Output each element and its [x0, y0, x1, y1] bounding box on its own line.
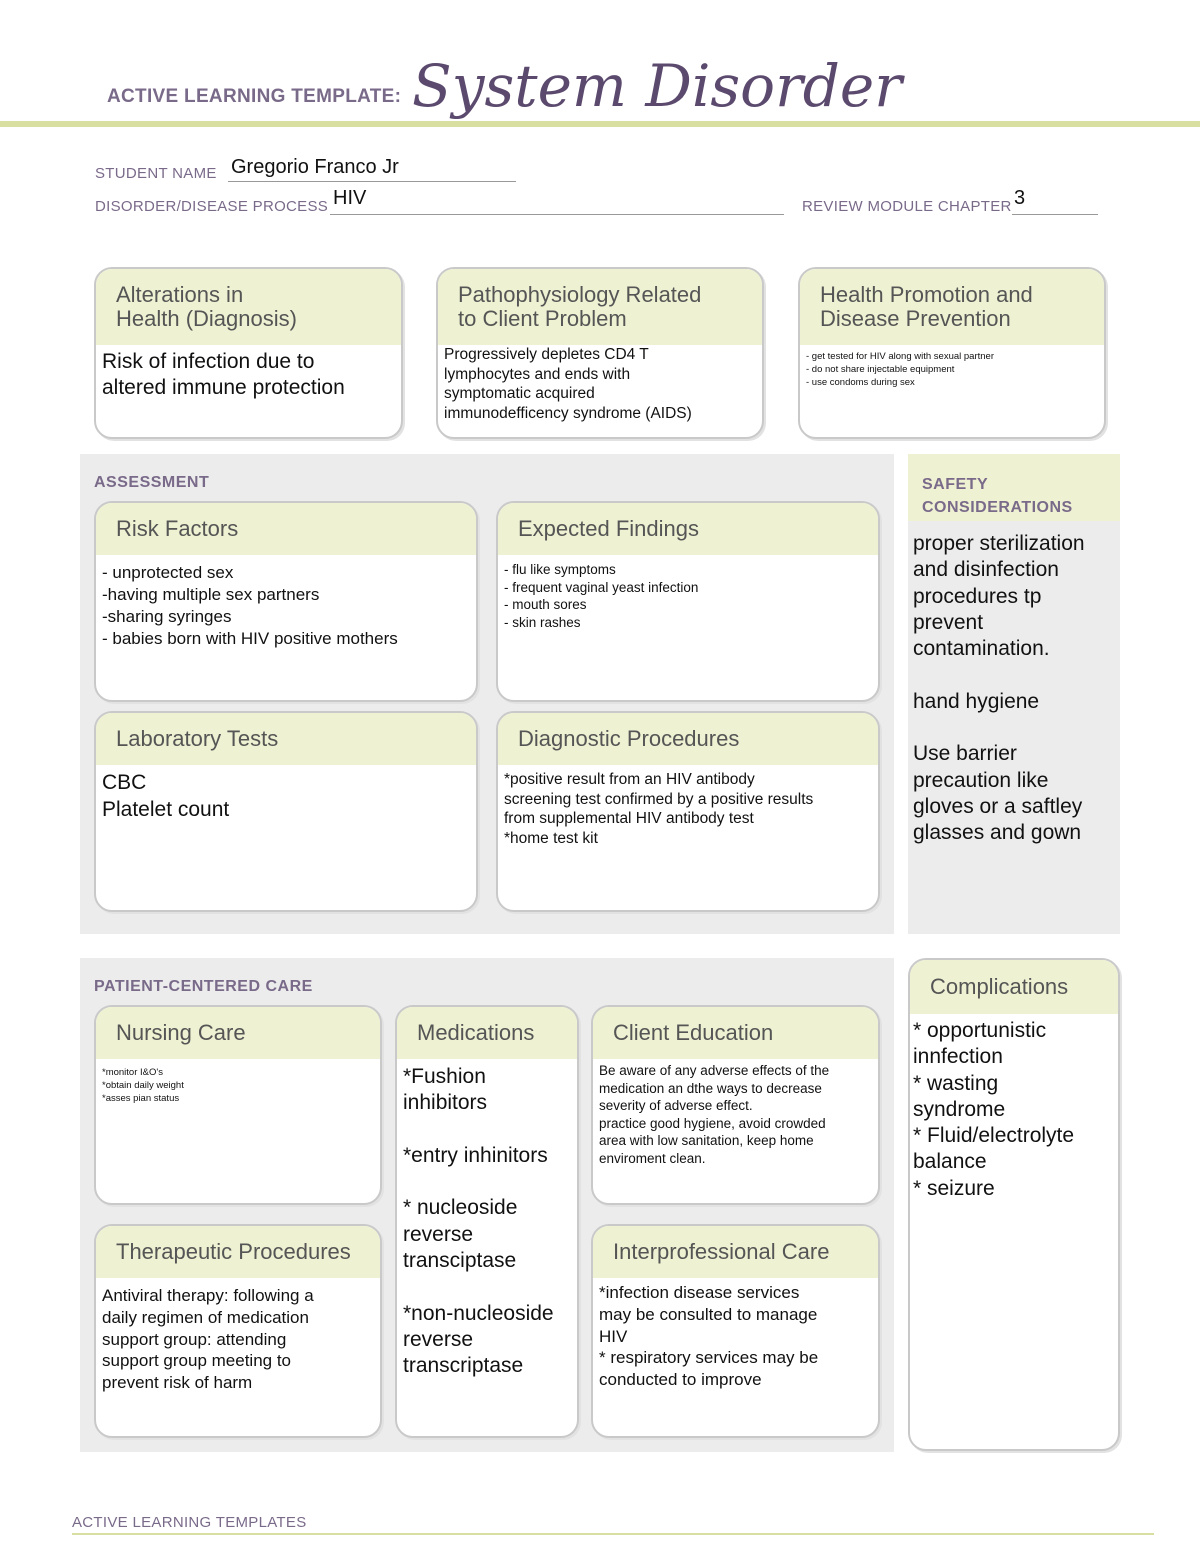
patient-care-title: PATIENT-CENTERED CARE — [94, 978, 313, 995]
disorder-field[interactable]: HIV — [333, 187, 367, 209]
alterations-box — [94, 267, 403, 439]
lab-tests-text[interactable]: CBC Platelet count — [102, 771, 230, 821]
pathophysiology-text[interactable]: Progressively depletes CD4 T lymphocytes and ends with symptomatic acquired immunodefficency syndrome (AIDS) — [444, 346, 692, 422]
health-promotion-text[interactable]: - get tested for HIV along with sexual partner - do not share injectable equipment - use condoms during sex — [806, 351, 994, 388]
therapeutic-procedures-title: Therapeutic Procedures — [96, 1226, 380, 1278]
disorder-line — [330, 214, 784, 215]
interprofessional-care-text[interactable]: *infection disease services may be consulted to manage HIV * respiratory services may be conducted to improve — [599, 1283, 819, 1390]
medications-text[interactable]: *Fushion inhibitors *entry inhinitors * nucleoside reverse transciptase *non-nucleoside reverse transcriptase — [403, 1065, 554, 1378]
disorder-label: DISORDER/DISEASE PROCESS — [95, 198, 329, 215]
nursing-care-title: Nursing Care — [96, 1007, 380, 1059]
medications-box — [395, 1005, 579, 1438]
chapter-line — [1012, 214, 1098, 215]
footer-divider — [72, 1533, 1154, 1535]
lab-tests-box — [94, 711, 478, 912]
footer-label: ACTIVE LEARNING TEMPLATES — [72, 1514, 307, 1531]
medications-title: Medications — [397, 1007, 577, 1059]
pathophysiology-box — [436, 267, 764, 439]
health-promotion-title: Health Promotion and Disease Prevention — [800, 269, 1104, 345]
expected-findings-box — [496, 501, 880, 702]
client-education-text[interactable]: Be aware of any adverse effects of the medication an dthe ways to decrease severity of adverse effect. practice good hygiene, avoid crowded area with low sanitation, keep home enviroment clean. — [599, 1063, 830, 1166]
expected-findings-title: Expected Findings — [498, 503, 878, 555]
risk-factors-text[interactable]: - unprotected sex -having multiple sex partners -sharing syringes - babies born with HIV positive mothers — [102, 563, 398, 648]
template-label: ACTIVE LEARNING TEMPLATE: — [107, 86, 402, 107]
chapter-field[interactable]: 3 — [1014, 187, 1026, 209]
client-education-box — [591, 1005, 880, 1205]
header-divider — [0, 121, 1200, 127]
interprofessional-care-title: Interprofessional Care — [593, 1226, 878, 1278]
therapeutic-procedures-text[interactable]: Antiviral therapy: following a daily regimen of medication support group: attending support group meeting to prevent risk of harm — [102, 1286, 314, 1393]
diagnostic-procedures-text[interactable]: *positive result from an HIV antibody screening test confirmed by a positive results from supplemental HIV antibody test *home test kit — [504, 771, 814, 847]
lab-tests-title: Laboratory Tests — [96, 713, 476, 765]
health-promotion-box — [798, 267, 1106, 439]
client-education-title: Client Education — [593, 1007, 878, 1059]
expected-findings-text[interactable]: - flu like symptoms - frequent vaginal yeast infection - mouth sores - skin rashes — [504, 562, 699, 630]
assessment-title: ASSESSMENT — [94, 474, 210, 491]
therapeutic-procedures-box — [94, 1224, 382, 1438]
complications-title: Complications — [910, 960, 1118, 1014]
chapter-label: REVIEW MODULE CHAPTER — [802, 198, 1012, 215]
safety-text[interactable]: proper sterilization and disinfection procedures tp prevent contamination. hand hygiene Use barrier precaution like gloves or a saftley glasses and gown — [913, 532, 1085, 845]
diagnostic-procedures-title: Diagnostic Procedures — [498, 713, 878, 765]
complications-box — [908, 958, 1120, 1451]
student-name-line — [228, 181, 516, 182]
diagnostic-procedures-box — [496, 711, 880, 912]
safety-title: SAFETY CONSIDERATIONS — [922, 476, 1073, 516]
student-name-label: STUDENT NAME — [95, 165, 217, 182]
pathophysiology-title: Pathophysiology Related to Client Problem — [438, 269, 762, 345]
page-title: System Disorder — [412, 52, 902, 120]
nursing-care-box — [94, 1005, 382, 1205]
risk-factors-box — [94, 501, 478, 702]
nursing-care-text[interactable]: *monitor I&O's *obtain daily weight *asses pian status — [102, 1067, 184, 1104]
alterations-text[interactable]: Risk of infection due to altered immune protection — [102, 350, 345, 399]
alterations-title: Alterations in Health (Diagnosis) — [96, 269, 401, 345]
complications-text[interactable]: * opportunistic innfection * wasting syndrome * Fluid/electrolyte balance * seizure — [913, 1019, 1075, 1200]
interprofessional-care-box — [591, 1224, 880, 1438]
student-name-field[interactable]: Gregorio Franco Jr — [231, 156, 399, 178]
risk-factors-title: Risk Factors — [96, 503, 476, 555]
